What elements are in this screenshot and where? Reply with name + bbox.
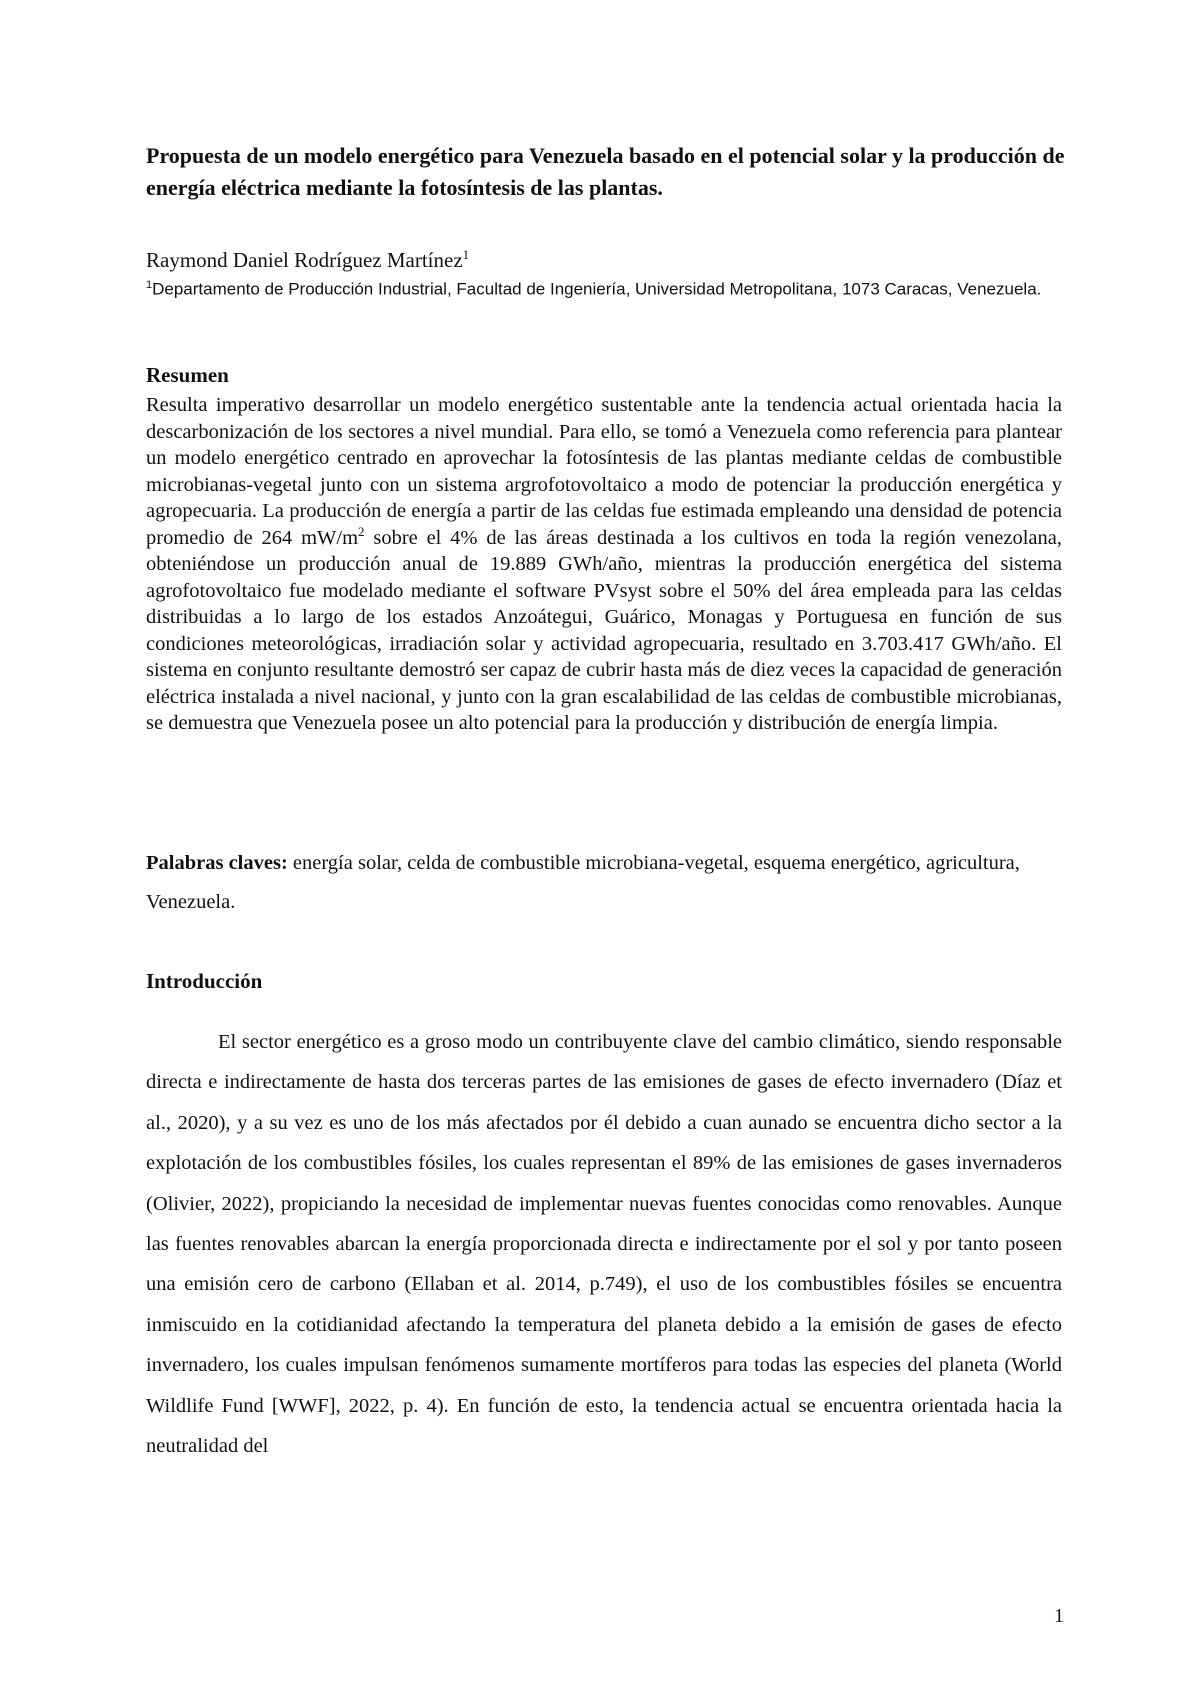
abstract-text-part2: sobre el 4% de las áreas destinada a los cultivos en toda la región venezolana, obteniéndose un producción anual de 19.889 GWh/año, mientras la producción energética del sistema agrofotovoltaico fue modelado mediante el software PVsyst sobre el 50% del área empleada para las celdas distribuidas a lo largo de los estados Anzoátegui, Guárico, Monagas y Portuguesa en función de sus condiciones meteorológicas, irradiación solar y actividad agropecuaria, resultado en 3.703.417 GWh/año. El sistema en conjunto resultante demostró ser capaz de cubrir hasta más de diez veces la capacidad de generación eléctrica instalada a nivel nacional, y junto con la gran escalabilidad de las celdas de combustible microbianas, se demuestra que Venezuela posee un alto potencial para la producción y distribución de energía limpia. — [146, 526, 1062, 734]
affiliation — [146, 272, 1066, 303]
page-number: 1 — [1054, 1605, 1064, 1627]
keywords — [146, 844, 1062, 922]
keywords-text: energía solar, celda de combustible microbiana-vegetal, esquema energético, agricultura, Venezuela. — [146, 852, 1020, 913]
introduction-body: El sector energético es a groso modo un contribuyente clave del cambio climático, siendo responsable directa e indirectamente de hasta dos terceras partes de las emisiones de gases de efecto invernadero (Díaz et al., 2020), y a su vez es uno de los más afectados por él debido a cuan aunado se encuentra dicho sector a la explotación de los combustibles fósiles, los cuales representan el 89% de las emisiones de gases invernaderos (Olivier, 2022), propiciando la necesidad de implementar nuevas fuentes conocidas como renovables. Aunque las fuentes renovables abarcan la energía proporcionada directa e indirectamente por el sol y por tanto poseen una emisión cero de carbono (Ellaban et al. 2014, p.749), el uso de los combustibles fósiles se encuentra inmiscuido en la cotidianidad afectando la temperatura del planeta debido a la emisión de gases de efecto invernadero, los cuales impulsan fenómenos sumamente mortíferos para todas las especies del planeta (World Wildlife Fund [WWF], 2022, p. 4). En función de esto, la tendencia actual se encuentra orientada hacia la neutralidad del — [146, 1031, 1062, 1458]
keywords-label: Palabras claves: — [146, 852, 288, 874]
author-affiliation-marker: 1 — [462, 247, 470, 262]
abstract-text-part1: Resulta imperativo desarrollar un modelo energético sustentable ante la tendencia actual orientada hacia la descarbonización de los sectores a nivel mundial. Para ello, se tomó a Venezuela como referencia para plantear un modelo energético centrado en aprovechar la fotosíntesis de las plantas mediante celdas de combustible microbianas-vegetal junto con un sistema argrofotovoltaico a modo de potenciar la producción energética y agropecuaria. La producción de energía a partir de las celdas fue estimada empleando una densidad de potencia promedio de 264 mW/m — [146, 394, 1062, 549]
affiliation-marker: 1 — [146, 279, 153, 291]
author-name: Raymond Daniel Rodríguez Martínez — [146, 248, 463, 272]
abstract-body — [146, 392, 1062, 737]
paper-title: Propuesta de un modelo energético para Venezuela basado en el potencial solar y la producción de energía eléctrica mediante la fotosíntesis de las plantas. — [146, 143, 1065, 200]
affiliation-text: Departamento de Producción Industrial, Facultad de Ingeniería, Universidad Metropolitana, 1073 Caracas, Venezuela. — [152, 279, 1042, 299]
abstract-heading: Resumen — [146, 363, 229, 387]
introduction-heading: Introducción — [146, 969, 263, 993]
author-line — [146, 240, 469, 275]
unit-superscript: 2 — [358, 523, 365, 539]
